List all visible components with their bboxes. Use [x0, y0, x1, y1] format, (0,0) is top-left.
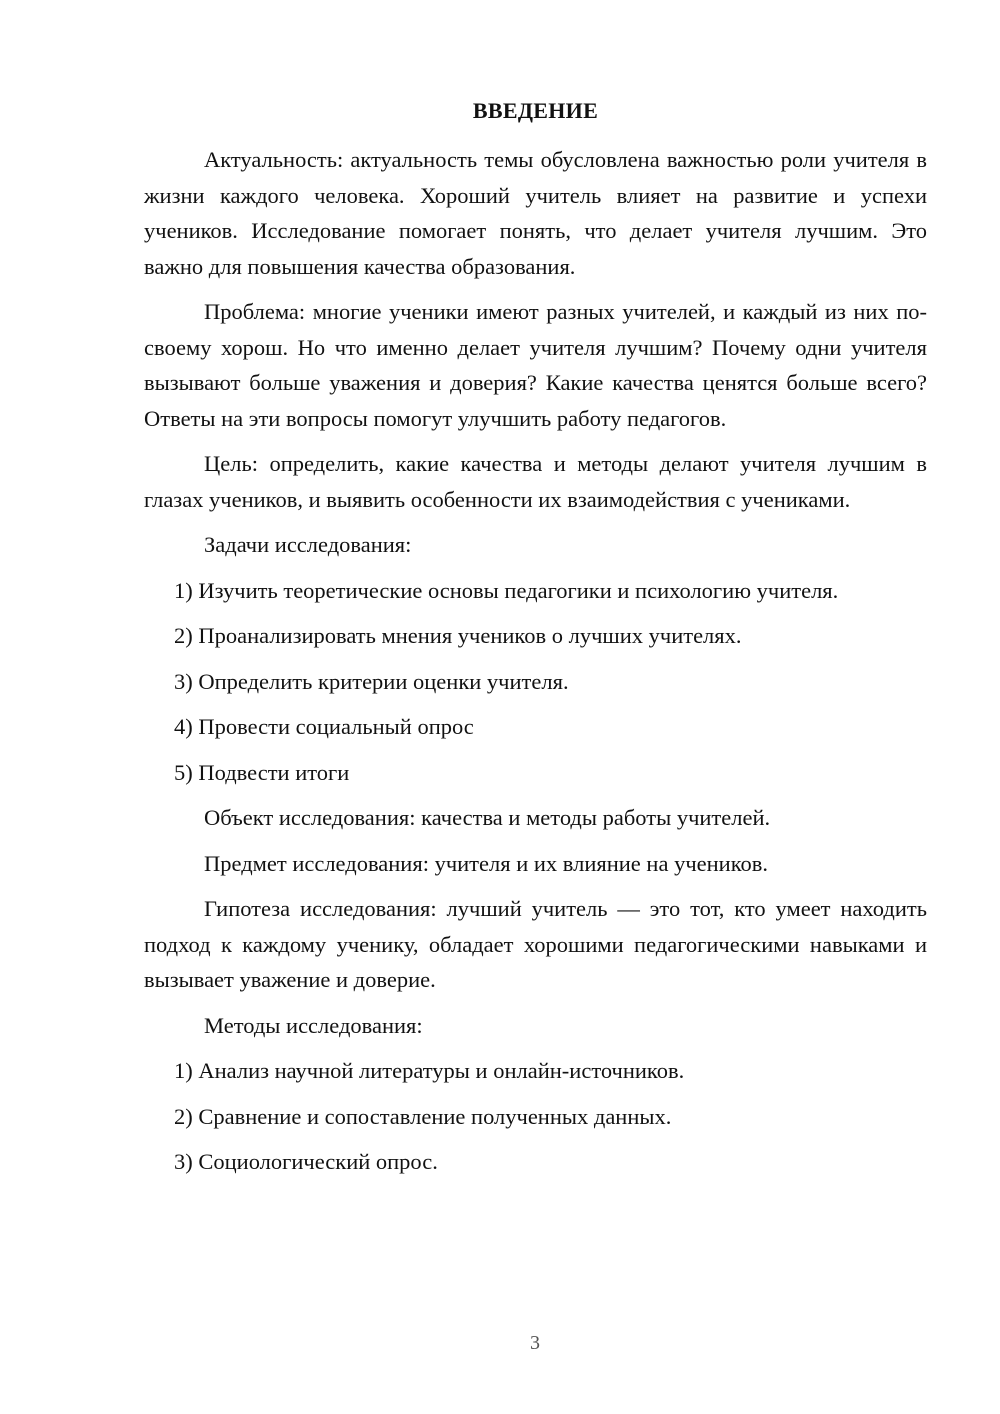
- method-item-2: 2) Сравнение и сопоставление полученных данных.: [174, 1103, 672, 1129]
- research-object: Объект исследования: качества и методы работы учителей.: [204, 805, 771, 830]
- paragraph-hypothesis: Гипотеза исследования: лучший учитель — это тот, кто умеет находить подход к каждому ученику, обладает хорошими педагогическими навыками и вызывает уважение и доверие.: [144, 896, 927, 992]
- methods-title: Методы исследования:: [204, 1012, 423, 1038]
- paragraph-problem: Проблема: многие ученики имеют разных учителей, и каждый из них по-своему хорош. Но что именно делает учителя лучшим? Почему одни учителя вызывают больше уважения и доверия? Какие качества ценятся больше всего? Ответы на эти вопросы помогут улучшить работу педагогов.: [144, 299, 927, 431]
- method-item-1: 1) Анализ научной литературы и онлайн-источников.: [174, 1058, 685, 1083]
- section-heading: ВВЕДЕНИЕ: [472, 98, 599, 123]
- task-item-1: 1) Изучить теоретические основы педагогики и психологию учителя.: [174, 577, 839, 603]
- paragraph-relevance: Актуальность: актуальность темы обусловлена важностью роли учителя в жизни каждого человека. Хороший учитель влияет на развитие и успехи учеников. Исследование помогает понять, что делает учителя лучшим. Это важно для повышения качества образования.: [144, 147, 927, 279]
- task-item-2: 2) Проанализировать мнения учеников о лучших учителях.: [174, 623, 742, 648]
- research-subject: Предмет исследования: учителя и их влияние на учеников.: [204, 850, 768, 876]
- tasks-title: Задачи исследования:: [204, 532, 412, 557]
- page-content: [144, 94, 927, 1190]
- task-item-4: 4) Провести социальный опрос: [174, 714, 474, 739]
- task-item-3: 3) Определить критерии оценки учителя.: [174, 668, 569, 694]
- paragraph-goal: Цель: определить, какие качества и методы делают учителя лучшим в глазах учеников, и выявить особенности их взаимодействия с учениками.: [144, 451, 927, 512]
- page-number: 3: [530, 1332, 540, 1354]
- task-item-5: 5) Подвести итоги: [174, 759, 350, 785]
- method-item-3: 3) Социологический опрос.: [174, 1149, 438, 1174]
